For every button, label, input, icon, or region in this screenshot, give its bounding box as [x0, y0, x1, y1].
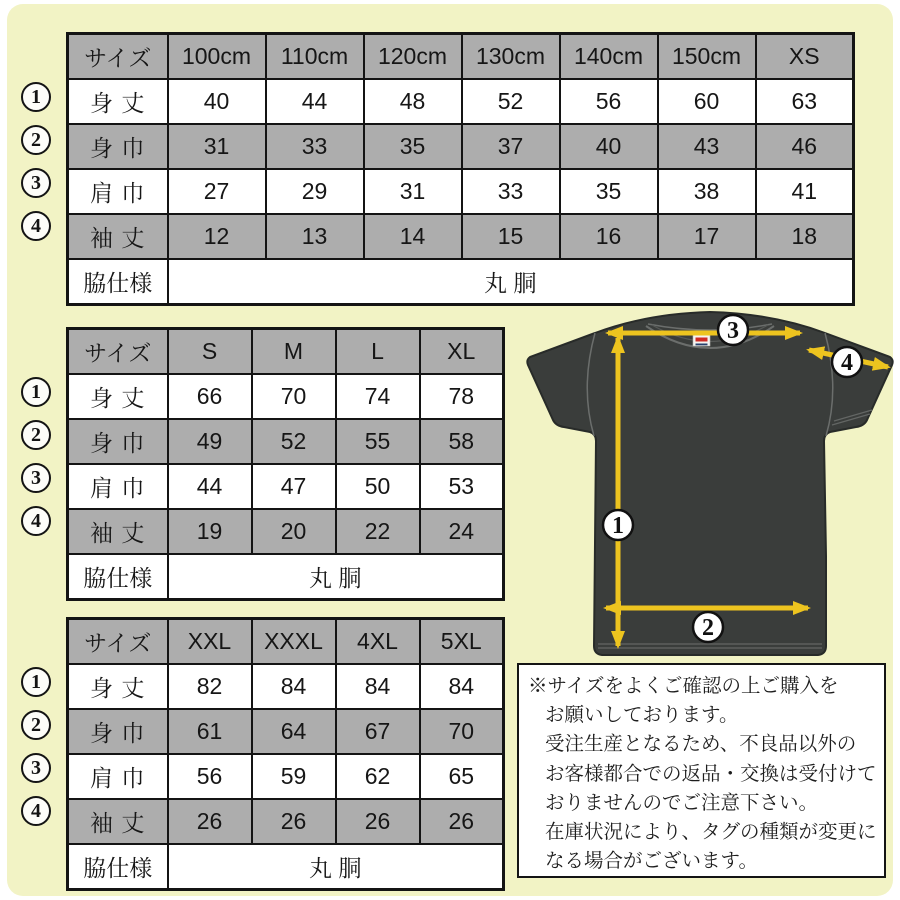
size-value-cell: 43	[658, 124, 756, 169]
row-label: 脇仕様	[68, 259, 168, 305]
col-header: 4XL	[336, 619, 420, 665]
shirt-marker-1	[603, 510, 633, 540]
size-value-cell: 31	[364, 169, 462, 214]
table-header-row	[68, 34, 854, 80]
size-value-cell: 63	[756, 79, 854, 124]
size-value-cell: 37	[462, 124, 560, 169]
size-value-cell: 56	[168, 754, 252, 799]
table-row-side-spec	[68, 554, 504, 600]
table-row-body-length	[68, 79, 854, 124]
table-row-shoulder-width	[68, 464, 504, 509]
col-header: XXL	[168, 619, 252, 665]
size-value-cell: 13	[266, 214, 364, 259]
size-value-cell: 40	[560, 124, 658, 169]
size-value-cell: 70	[252, 374, 336, 419]
col-header: 130cm	[462, 34, 560, 80]
size-header-cell: サイズ	[68, 34, 168, 80]
table-row-side-spec	[68, 259, 854, 305]
svg-text:4: 4	[841, 350, 853, 376]
size-value-cell: 24	[420, 509, 504, 554]
row-label: 肩 巾	[68, 464, 168, 509]
col-header: 140cm	[560, 34, 658, 80]
size-value-cell: 49	[168, 419, 252, 464]
table-row-side-spec	[68, 844, 504, 890]
size-table-adult	[66, 327, 505, 601]
table-header-row	[68, 329, 504, 375]
svg-text:2: 2	[702, 615, 714, 641]
size-header-cell: サイズ	[68, 619, 168, 665]
size-value-cell: 84	[420, 664, 504, 709]
table-row-sleeve-length	[68, 509, 504, 554]
row-marker-3: 3	[21, 463, 51, 493]
shirt-marker-3	[718, 315, 748, 345]
size-value-cell: 44	[168, 464, 252, 509]
size-value-cell: 58	[420, 419, 504, 464]
size-value-cell: 64	[252, 709, 336, 754]
row-marker-4: 4	[21, 796, 51, 826]
row-label: 身 巾	[68, 709, 168, 754]
table-row-body-length	[68, 664, 504, 709]
size-value-cell: 29	[266, 169, 364, 214]
row-label: 脇仕様	[68, 844, 168, 890]
col-header: 5XL	[420, 619, 504, 665]
size-value-cell: 20	[252, 509, 336, 554]
size-value-cell: 48	[364, 79, 462, 124]
row-marker-4: 4	[21, 211, 51, 241]
shirt-marker-2	[693, 612, 723, 642]
size-value-cell: 78	[420, 374, 504, 419]
row-label: 肩 巾	[68, 169, 168, 214]
size-value-cell: 15	[462, 214, 560, 259]
col-header: M	[252, 329, 336, 375]
brand-tag	[693, 335, 710, 346]
size-value-cell: 41	[756, 169, 854, 214]
size-value-cell: 62	[336, 754, 420, 799]
size-value-cell: 35	[364, 124, 462, 169]
side-spec-value: 丸 胴	[168, 259, 854, 305]
size-value-cell: 59	[252, 754, 336, 799]
col-header: 110cm	[266, 34, 364, 80]
row-label: 肩 巾	[68, 754, 168, 799]
size-value-cell: 61	[168, 709, 252, 754]
svg-text:3: 3	[727, 318, 739, 344]
size-value-cell: 47	[252, 464, 336, 509]
row-label: 袖 丈	[68, 509, 168, 554]
size-value-cell: 53	[420, 464, 504, 509]
size-value-cell: 26	[336, 799, 420, 844]
col-header: XL	[420, 329, 504, 375]
size-value-cell: 40	[168, 79, 266, 124]
row-label: 身 丈	[68, 374, 168, 419]
size-value-cell: 82	[168, 664, 252, 709]
size-value-cell: 35	[560, 169, 658, 214]
row-label: 身 丈	[68, 79, 168, 124]
row-marker-1: 1	[21, 82, 51, 112]
row-label: 身 巾	[68, 124, 168, 169]
shirt-marker-4	[832, 347, 862, 377]
size-value-cell: 12	[168, 214, 266, 259]
side-spec-value: 丸 胴	[168, 554, 504, 600]
size-value-cell: 67	[336, 709, 420, 754]
row-marker-3: 3	[21, 168, 51, 198]
col-header: 150cm	[658, 34, 756, 80]
table-row-sleeve-length	[68, 799, 504, 844]
note-line: 受注生産となるため、不良品以外の	[545, 733, 857, 756]
row-label: 脇仕様	[68, 554, 168, 600]
size-value-cell: 46	[756, 124, 854, 169]
row-marker-3: 3	[21, 753, 51, 783]
row-marker-2: 2	[21, 710, 51, 740]
size-value-cell: 26	[420, 799, 504, 844]
row-marker-1: 1	[21, 377, 51, 407]
row-label: 身 巾	[68, 419, 168, 464]
size-value-cell: 44	[266, 79, 364, 124]
row-label: 身 丈	[68, 664, 168, 709]
size-value-cell: 26	[168, 799, 252, 844]
row-label: 袖 丈	[68, 799, 168, 844]
size-value-cell: 56	[560, 79, 658, 124]
col-header: 120cm	[364, 34, 462, 80]
table-row-shoulder-width	[68, 169, 854, 214]
size-value-cell: 84	[252, 664, 336, 709]
size-value-cell: 50	[336, 464, 420, 509]
size-value-cell: 38	[658, 169, 756, 214]
size-value-cell: 33	[266, 124, 364, 169]
table-row-sleeve-length	[68, 214, 854, 259]
size-value-cell: 52	[252, 419, 336, 464]
table-row-shoulder-width	[68, 754, 504, 799]
table-row-body-length	[68, 374, 504, 419]
size-value-cell: 16	[560, 214, 658, 259]
size-value-cell: 74	[336, 374, 420, 419]
tshirt-diagram	[500, 306, 900, 662]
size-table-big	[66, 617, 505, 891]
size-table-kids	[66, 32, 855, 306]
row-marker-2: 2	[21, 420, 51, 450]
table-row-body-width	[68, 709, 504, 754]
size-value-cell: 52	[462, 79, 560, 124]
col-header: XS	[756, 34, 854, 80]
note-line: ※サイズをよくご確認の上ご購入を	[528, 675, 839, 697]
size-value-cell: 18	[756, 214, 854, 259]
size-value-cell: 17	[658, 214, 756, 259]
note-line: お客様都合での返品・交換は受付けて	[545, 762, 877, 785]
col-header: 100cm	[168, 34, 266, 80]
size-value-cell: 66	[168, 374, 252, 419]
size-value-cell: 31	[168, 124, 266, 169]
table-row-body-width	[68, 124, 854, 169]
side-spec-value: 丸 胴	[168, 844, 504, 890]
size-value-cell: 14	[364, 214, 462, 259]
size-value-cell: 60	[658, 79, 756, 124]
size-value-cell: 70	[420, 709, 504, 754]
size-value-cell: 65	[420, 754, 504, 799]
svg-text:1: 1	[612, 513, 624, 539]
size-value-cell: 26	[252, 799, 336, 844]
table-header-row	[68, 619, 504, 665]
table-row-body-width	[68, 419, 504, 464]
purchase-note	[517, 663, 886, 878]
size-value-cell: 84	[336, 664, 420, 709]
row-marker-2: 2	[21, 125, 51, 155]
size-header-cell: サイズ	[68, 329, 168, 375]
size-value-cell: 22	[336, 509, 420, 554]
size-value-cell: 19	[168, 509, 252, 554]
note-line: お願いしております。	[545, 704, 739, 727]
col-header: XXXL	[252, 619, 336, 665]
col-header: S	[168, 329, 252, 375]
size-value-cell: 33	[462, 169, 560, 214]
note-line: なる場合がございます。	[545, 850, 758, 873]
size-value-cell: 55	[336, 419, 420, 464]
size-value-cell: 27	[168, 169, 266, 214]
row-label: 袖 丈	[68, 214, 168, 259]
note-line: おりませんのでご注意下さい。	[545, 791, 819, 814]
row-marker-1: 1	[21, 667, 51, 697]
row-marker-4: 4	[21, 506, 51, 536]
col-header: L	[336, 329, 420, 375]
note-line: 在庫状況により、タグの種類が変更に	[545, 821, 877, 844]
